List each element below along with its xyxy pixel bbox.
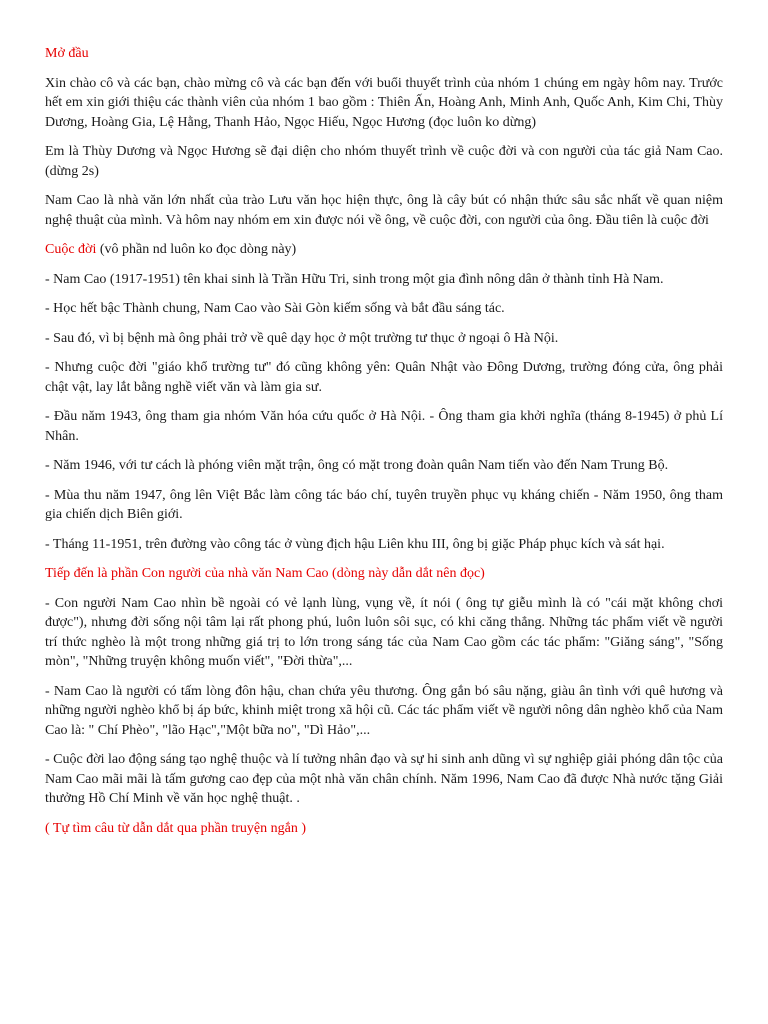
heading-person: Tiếp đến là phần Con người của nhà văn Nam Cao (dòng này dẫn dắt nên đọc): [45, 566, 485, 581]
life-item: - Mùa thu năm 1947, ông lên Việt Bắc làm công tác báo chí, tuyên truyền phục vụ kháng chiến - Năm 1950, ông tham gia chiến dịch Biên giới.: [45, 487, 723, 522]
heading-life-note: (vô phần nd luôn ko đọc dòng này): [96, 242, 297, 257]
life-item: - Tháng 11-1951, trên đường vào công tác ở vùng địch hậu Liên khu III, ông bị giặc Pháp phục kích và sát hại.: [45, 536, 665, 552]
heading-life-title: Cuộc đời: [45, 242, 97, 257]
document-page: [45, 44, 723, 848]
person-item: - Nam Cao là người có tấm lòng đôn hậu, chan chứa yêu thương. Ông gắn bó sâu nặng, giàu ân tình với quê hương và những người nghèo khổ bị áp bức, khinh miệt trong xã hội cũ. Các tác phẩm viết về người nông dân nghèo khổ của Nam Cao là: " Chí Phèo", "lão Hạc","Một bữa no", "Dì Hảo",...: [45, 683, 723, 738]
person-item: - Cuộc đời lao động sáng tạo nghệ thuộc và lí tưởng nhân đạo và sự hi sinh anh dũng vì sự nghiệp giải phóng dân tộc của Nam Cao mãi mãi là tấm gương cao đẹp của một nhà văn chân chính. Năm 1996, Nam Cao đã được Nhà nước tặng Giải thưởng Hồ Chí Minh về văn học nghệ thuật. .: [45, 752, 723, 806]
life-item: - Học hết bậc Thành chung, Nam Cao vào Sài Gòn kiếm sống và bắt đầu sáng tác.: [45, 301, 505, 316]
intro-paragraph: Em là Thùy Dương và Ngọc Hương sẽ đại diện cho nhóm thuyết trình về cuộc đời và con người của tác giả Nam Cao. (dừng 2s): [45, 144, 723, 179]
person-item: - Con người Nam Cao nhìn bề ngoài có vẻ lạnh lùng, vụng về, ít nói ( ông tự giễu mình là có "cái mặt không chơi được"), nhưng đời sống nội tâm lại rất phong phú, luôn luôn sôi sục, có khi căng thẳng. Những tác phẩm viết về người trí thức nghèo là một trong những giá trị to lớn trong sáng tác của Nam Cao gồm các tác phẩm: "Giăng sáng", "Sống mòn", "Những truyện không muốn viết", "Đời thừa",...: [45, 595, 723, 669]
life-item: - Nhưng cuộc đời "giáo khổ trường tư" đó cũng không yên: Quân Nhật vào Đông Dương, trường đóng cửa, ông phải chật vật, lay lắt bằng nghề viết văn và làm gia sư.: [45, 360, 723, 395]
intro-paragraph: Nam Cao là nhà văn lớn nhất của trào Lưu văn học hiện thực, ông là cây bút có nhận thức sâu sắc nhất về quan niệm nghệ thuật của mình. Và hôm nay nhóm em xin được nói về ông, về cuộc đời, con người của ông. Đầu tiên là cuộc đời: [45, 193, 723, 228]
life-item: - Năm 1946, với tư cách là phóng viên mặt trận, ông có mặt trong đoàn quân Nam tiến vào đến Nam Trung Bộ.: [45, 458, 669, 473]
heading-life: [45, 240, 723, 260]
life-item: - Đầu năm 1943, ông tham gia nhóm Văn hóa cứu quốc ở Hà Nội. - Ông tham gia khởi nghĩa (tháng 8-1945) ở phủ Lí Nhân.: [45, 409, 723, 444]
heading-intro: Mở đầu: [45, 46, 89, 61]
closing-note: ( Tự tìm câu từ dẫn dắt qua phần truyện ngắn ): [45, 820, 307, 836]
life-item: - Nam Cao (1917-1951) tên khai sinh là Trần Hữu Tri, sinh trong một gia đình nông dân ở thành tỉnh Hà Nam.: [45, 271, 664, 287]
life-item: - Sau đó, vì bị bệnh mà ông phải trở về quê dạy học ở một trường tư thục ở ngoại ô Hà Nội.: [45, 330, 559, 346]
intro-paragraph: Xin chào cô và các bạn, chào mừng cô và các bạn đến với buổi thuyết trình của nhóm 1 chúng em ngày hôm nay. Trước hết em xin giới thiệu các thành viên của nhóm 1 bao gồm : Thiên Ấn, Hoàng Anh, Minh Anh, Quốc Anh, Kim Chi, Thùy Dương, Hoàng Gia, Lệ Hằng, Thanh Hảo, Ngọc Hiếu, Ngọc Hương (đọc luôn ko dừng): [45, 75, 723, 130]
